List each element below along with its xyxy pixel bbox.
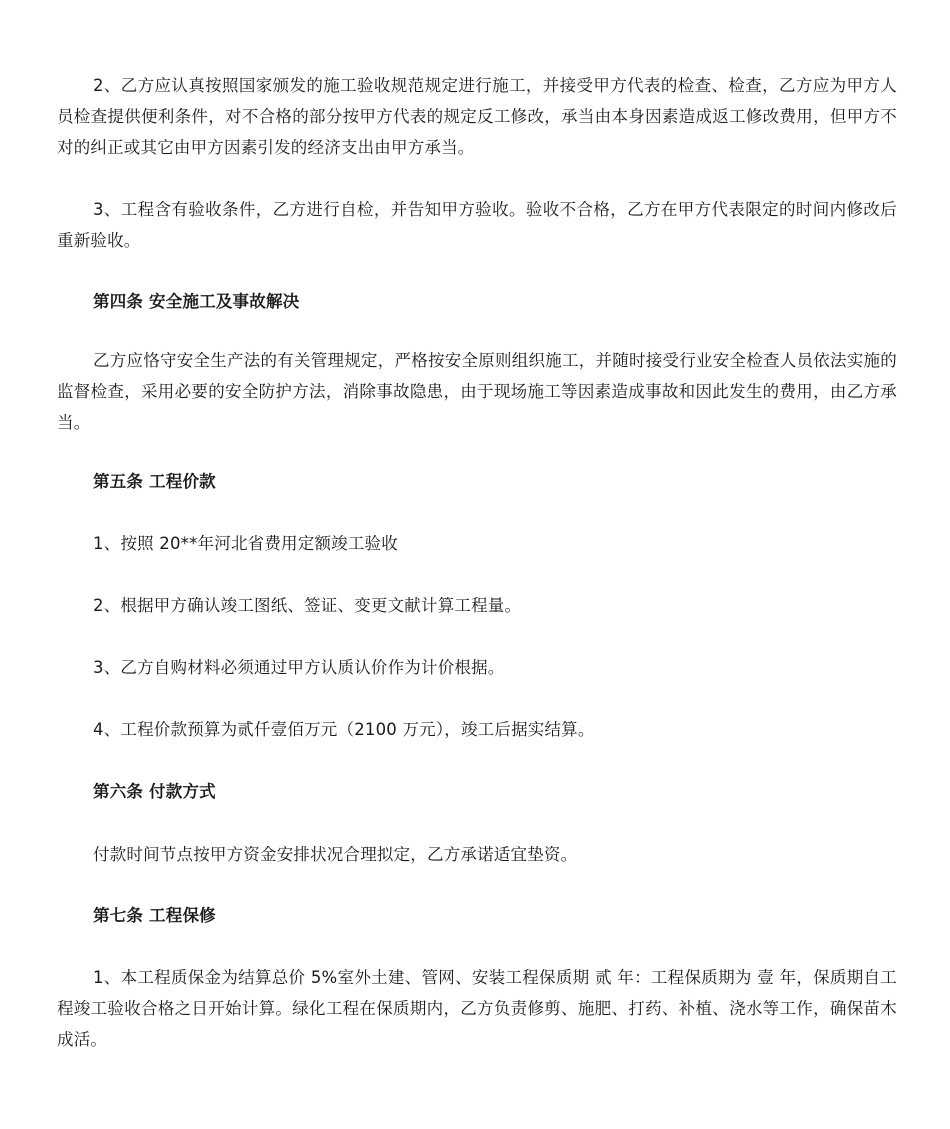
paragraph-price-item-3: 3、乙方自购材料必须通过甲方认质认价作为计价根据。 bbox=[93, 658, 505, 677]
paragraph-payment: 付款时间节点按甲方资金安排状况合理拟定，乙方承诺适宜垫资。 bbox=[93, 845, 578, 864]
heading-article-5: 第五条 工程价款 bbox=[93, 472, 216, 491]
paragraph-inspection-rework: 2、乙方应认真按照国家颁发的施工验收规范规定进行施工，并接受甲方代表的检查、检查，乙方应为甲方人员检查提供便利条件，对不合格的部分按甲方代表的规定反工修改，承当由本身因素造成返工修改费用，但甲方不对的纠正或其它由甲方因素引发的经济支出由甲方承当。 bbox=[57, 76, 897, 157]
heading-article-4: 第四条 安全施工及事故解决 bbox=[93, 292, 300, 311]
paragraph-price-item-2: 2、根据甲方确认竣工图纸、签证、变更文献计算工程量。 bbox=[93, 596, 522, 615]
paragraph-price-item-4: 4、工程价款预算为贰仟壹佰万元（2100 万元），竣工后据实结算。 bbox=[93, 720, 595, 739]
paragraph-warranty: 1、本工程质保金为结算总价 5%室外土建、管网、安装工程保质期 贰 年：工程保质期为 壹 年，保质期自工程竣工验收合格之日开始计算。绿化工程在保质期内，乙方负责修剪、施肥、打药、补植、浇水等工作，确保苗木成活。 bbox=[57, 968, 897, 1049]
paragraph-self-check-acceptance: 3、工程含有验收条件，乙方进行自检，并告知甲方验收。验收不合格，乙方在甲方代表限定的时间内修改后重新验收。 bbox=[57, 200, 897, 250]
heading-article-6: 第六条 付款方式 bbox=[93, 782, 216, 801]
heading-article-7: 第七条 工程保修 bbox=[93, 906, 216, 925]
paragraph-price-item-1: 1、按照 20**年河北省费用定额竣工验收 bbox=[93, 534, 398, 553]
paragraph-safety: 乙方应恪守安全生产法的有关管理规定，严格按安全原则组织施工，并随时接受行业安全检查人员依法实施的监督检查，采用必要的安全防护方法，消除事故隐患，由于现场施工等因素造成事故和因此发生的费用，由乙方承当。 bbox=[57, 351, 897, 432]
